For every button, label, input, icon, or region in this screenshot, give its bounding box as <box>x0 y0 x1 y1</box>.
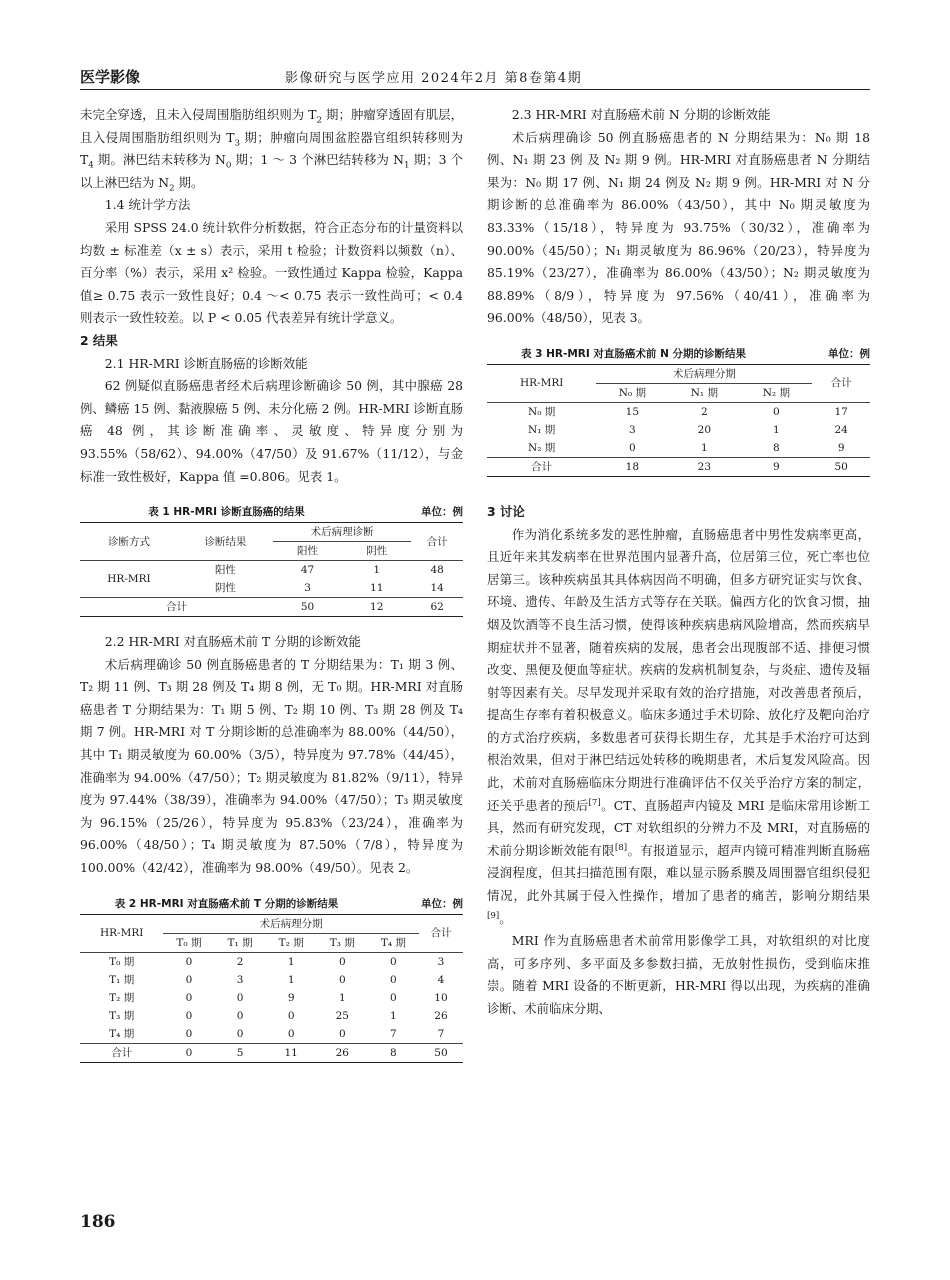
table3: HR-MRI 术后病理分期 合计 N₀ 期 N₁ 期 N₂ 期 N₀ 期 15 2 0 17 N₁ 期 3 20 1 24 N₂ 期 0 1 8 9 合计 18 23 9 50 <box>487 364 870 477</box>
table-row-total: 合计 50 12 62 <box>80 598 463 617</box>
table-row: HR-MRI 阳性 47 1 48 <box>80 561 463 580</box>
table2: HR-MRI 术后病理分期 合计 T₀ 期 T₁ 期 T₂ 期 T₃ 期 T₄ 期 T₀ 期 0 2 1 0 0 3 T₁ 期 0 3 1 0 0 4 T₂ 期 0 0 9 1 0 10 T₃ 期 0 0 0 25 1 26 T₄ 期 0 0 0 0 7 7 合计 0 5 11 26 8 50 <box>80 914 463 1063</box>
table-row: T₂ 期 0 0 9 1 0 10 <box>109 991 448 1004</box>
table3-caption: 表 3 HR-MRI 对直肠癌术前 N 分期的诊断结果 单位：例 <box>520 347 870 360</box>
table1: 诊断方式 诊断结果 术后病理诊断 合计 阳性 阴性 HR-MRI 阳性 47 1 48 阴性 3 11 14 合计 50 12 62 <box>80 522 463 617</box>
left-column <box>80 104 463 1063</box>
paragraph-discussion-1: 作为消化系统多发的恶性肿瘤，直肠癌患者中男性发病率更高，且近年来其发病率在世界范围内显著升高，位居第三位，死亡率也位居第三。该种疾病虽其具体病因尚不明确，但多方研究证实与饮食、环境、遗传、年龄及生活方式等存在关联。偏西方化的饮食习惯，抽烟及饮酒等不良生活习惯，使得该种疾病患病风险增高，然而疾病早期症状并不显著，随着疾病的发展，患者会出现腹部不适、排便习惯改变、黑便及便血等症状。疾病的发病机制复杂，与炎症、遗传及辐射等因素有关。尽早发现并采取有效的治疗措施，对改善患者预后，提高生存率有着积极意义。临床多通过手术切除、放化疗及靶向治疗的方式治疗疾病，多数患者可获得长期生存，尤其是手术治疗可达到根治效果，但对于淋巴结远处转移的晚期患者，术后复发风险高。因此，术前对直肠癌临床分期进行准确评估不仅关乎治疗方案的制定，还关乎患者的预后[7]。CT、直肠超声内镜及 MRI 是临床常用诊断工具，然而有研究发现，CT 对软组织的分辨力不及 MRI，对直肠癌的术前分期诊断效能有限[8]。有报道显示，超声内镜可精准判断直肠癌浸润程度，但其扫描范围有限，难以显示肠系膜及周围器官组织侵犯情况，此外其属于侵入性操作，增加了患者的痛苦，影响分期结果[9]。 <box>487 526 871 926</box>
heading-2-1: 2.1 HR-MRI 诊断直肠癌的诊断效能 <box>104 355 308 371</box>
page-number: 186 <box>80 1212 116 1232</box>
heading-results: 2 结果 <box>80 332 118 348</box>
heading-2-3: 2.3 HR-MRI 对直肠癌术前 N 分期的诊断效能 <box>511 107 771 122</box>
table1-caption: 表 1 HR-MRI 诊断直肠癌的结果 单位：例 <box>148 506 463 519</box>
table-row: T₃ 期 0 0 0 25 1 26 <box>109 1009 448 1022</box>
table2-caption: 表 2 HR-MRI 对直肠癌术前 T 分期的诊断结果 单位：例 <box>114 897 463 910</box>
right-column <box>487 104 870 1021</box>
table-row: T₀ 期 0 2 1 0 0 3 <box>80 952 463 971</box>
table-row-total: 合计 18 23 9 50 <box>487 457 870 476</box>
journal-info: 影像研究与医学应用 2024年2月 第8卷第4期 <box>285 71 583 86</box>
section-label: 医学影像 <box>80 68 141 86</box>
paragraph-statistics: 采用 SPSS 24.0 统计软件分析数据，符合正态分布的计量资料以均数 ± 标准差（x ± s）表示，采用 t 检验；计数资料以频数（n）、百分率（%）表示，采用 x² 检验。一致性通过 Kappa 检验，Kappa 值≥ 0.75 表示一致性良好；0.4 ～< 0.75 表示一致性尚可；< 0.4 则表示一致性较差。以 P < 0.05 代表差异有统计学意义。 <box>80 219 463 326</box>
heading-2-2: 2.2 HR-MRI 对直肠癌术前 T 分期的诊断效能 <box>104 634 361 650</box>
paragraph-2-3: 术后病理确诊 50 例直肠癌患者的 N 分期结果为：N₀ 期 18 例、N₁ 期 23 例 及 N₂ 期 9 例。HR-MRI 对直肠癌患者 N 分期结果为：N₀ 期 17 例、N₁ 期 24 例及 N₂ 期 9 例。HR-MRI 对 N 分期诊断的总准确率为 86.00%（43/50），其中 N₀ 期灵敏度为 83.33%（15/18），特异度为 93.75%（30/32），准确率为 90.00%（45/50）；N₁ 期灵敏度为 86.96%（20/23），特异度为 85.19%（23/27），准确率为 86.00%（43/50）；N₂ 期灵敏度为 88.89%（8/9），特异度为 97.56%（40/41），准确率为 96.00%（48/50），见表 3。 <box>487 129 870 326</box>
table-row: T₄ 期 0 0 0 0 7 7 <box>109 1027 445 1040</box>
table-row: N₁ 期 3 20 1 24 <box>528 423 848 436</box>
table-row: N₀ 期 15 2 0 17 <box>487 402 870 421</box>
running-header <box>80 64 870 90</box>
table-row: N₂ 期 0 1 8 9 <box>528 441 845 454</box>
citation-7: [7] <box>588 797 601 808</box>
paragraph-2-1: 62 例疑似直肠癌患者经术后病理诊断确诊 50 例，其中腺癌 28 例、鳞癌 15 例、黏液腺癌 5 例、未分化癌 2 例。HR-MRI 诊断直肠癌 48 例，其诊断准确率、灵敏度、特异度分别为 93.55%（58/62）、94.00%（47/50）及 91.67%（11/12），与金标准一致性极好，Kappa 值 =0.806。见表 1。 <box>80 378 463 484</box>
table-row-total: 合计 0 5 11 26 8 50 <box>80 1043 463 1062</box>
heading-discussion: 3 讨论 <box>487 503 525 519</box>
table-row: 阴性 3 11 14 <box>214 582 444 595</box>
citation-8: [8] <box>614 842 628 853</box>
table-row: T₁ 期 0 3 1 0 0 4 <box>109 973 445 986</box>
paragraph-2-2: 术后病理确诊 50 例直肠癌患者的 T 分期结果为：T₁ 期 3 例、T₂ 期 11 例、T₃ 期 28 例及 T₄ 期 8 例，无 T₀ 期。HR-MRI 对直肠癌患者 T 分期结果为：T₁ 期 5 例、T₂ 期 10 例、T₃ 期 28 例及 T₄ 期 7 例。HR-MRI 对 T 分期诊断的总准确率为 88.00%（44/50），其中 T₁ 期灵敏度为 60.00%（3/5），特异度为 97.78%（44/45），准确率为 94.00%（47/50）；T₂ 期灵敏度为 81.82%（9/11），特异度为 97.44%（38/39），准确率为 94.00%（47/50）；T₃ 期灵敏度为 96.15%（25/26），特异度为 95.83%（23/24），准确率为 96.00%（48/50）；T₄ 期灵敏度为 87.50%（7/8），特异度为 100.00%（42/42），准确率为 98.00%（49/50）。见表 2。 <box>80 656 463 876</box>
paragraph-discussion-2: MRI 作为直肠癌患者术前常用影像学工具，对软组织的对比度高，可多序列、多平面及多参数扫描，无放射性损伤，受到临床推崇。随着 MRI 设备的不断更新，HR-MRI 得以出现，为疾病的准确诊断、术前临床分期、 <box>487 933 870 1016</box>
paragraph-staging: 未完全穿透，且未入侵周围脂肪组织则为 $T_2$ 期；肿瘤穿透固有肌层，且入侵周围脂肪组织则为 $T_3$ 期；肿瘤向周围盆腔器官组织转移则为 $T_4$ 期。淋巴结未转移为 $N_0$ 期；1 ～ 3 个淋巴结转移为 $N_1$ 期；3 个以上淋巴结为 $N_2$ 期。 <box>80 107 463 194</box>
citation-9: [9] <box>487 910 500 921</box>
heading-1-4: 1.4 统计学方法 <box>104 197 191 213</box>
